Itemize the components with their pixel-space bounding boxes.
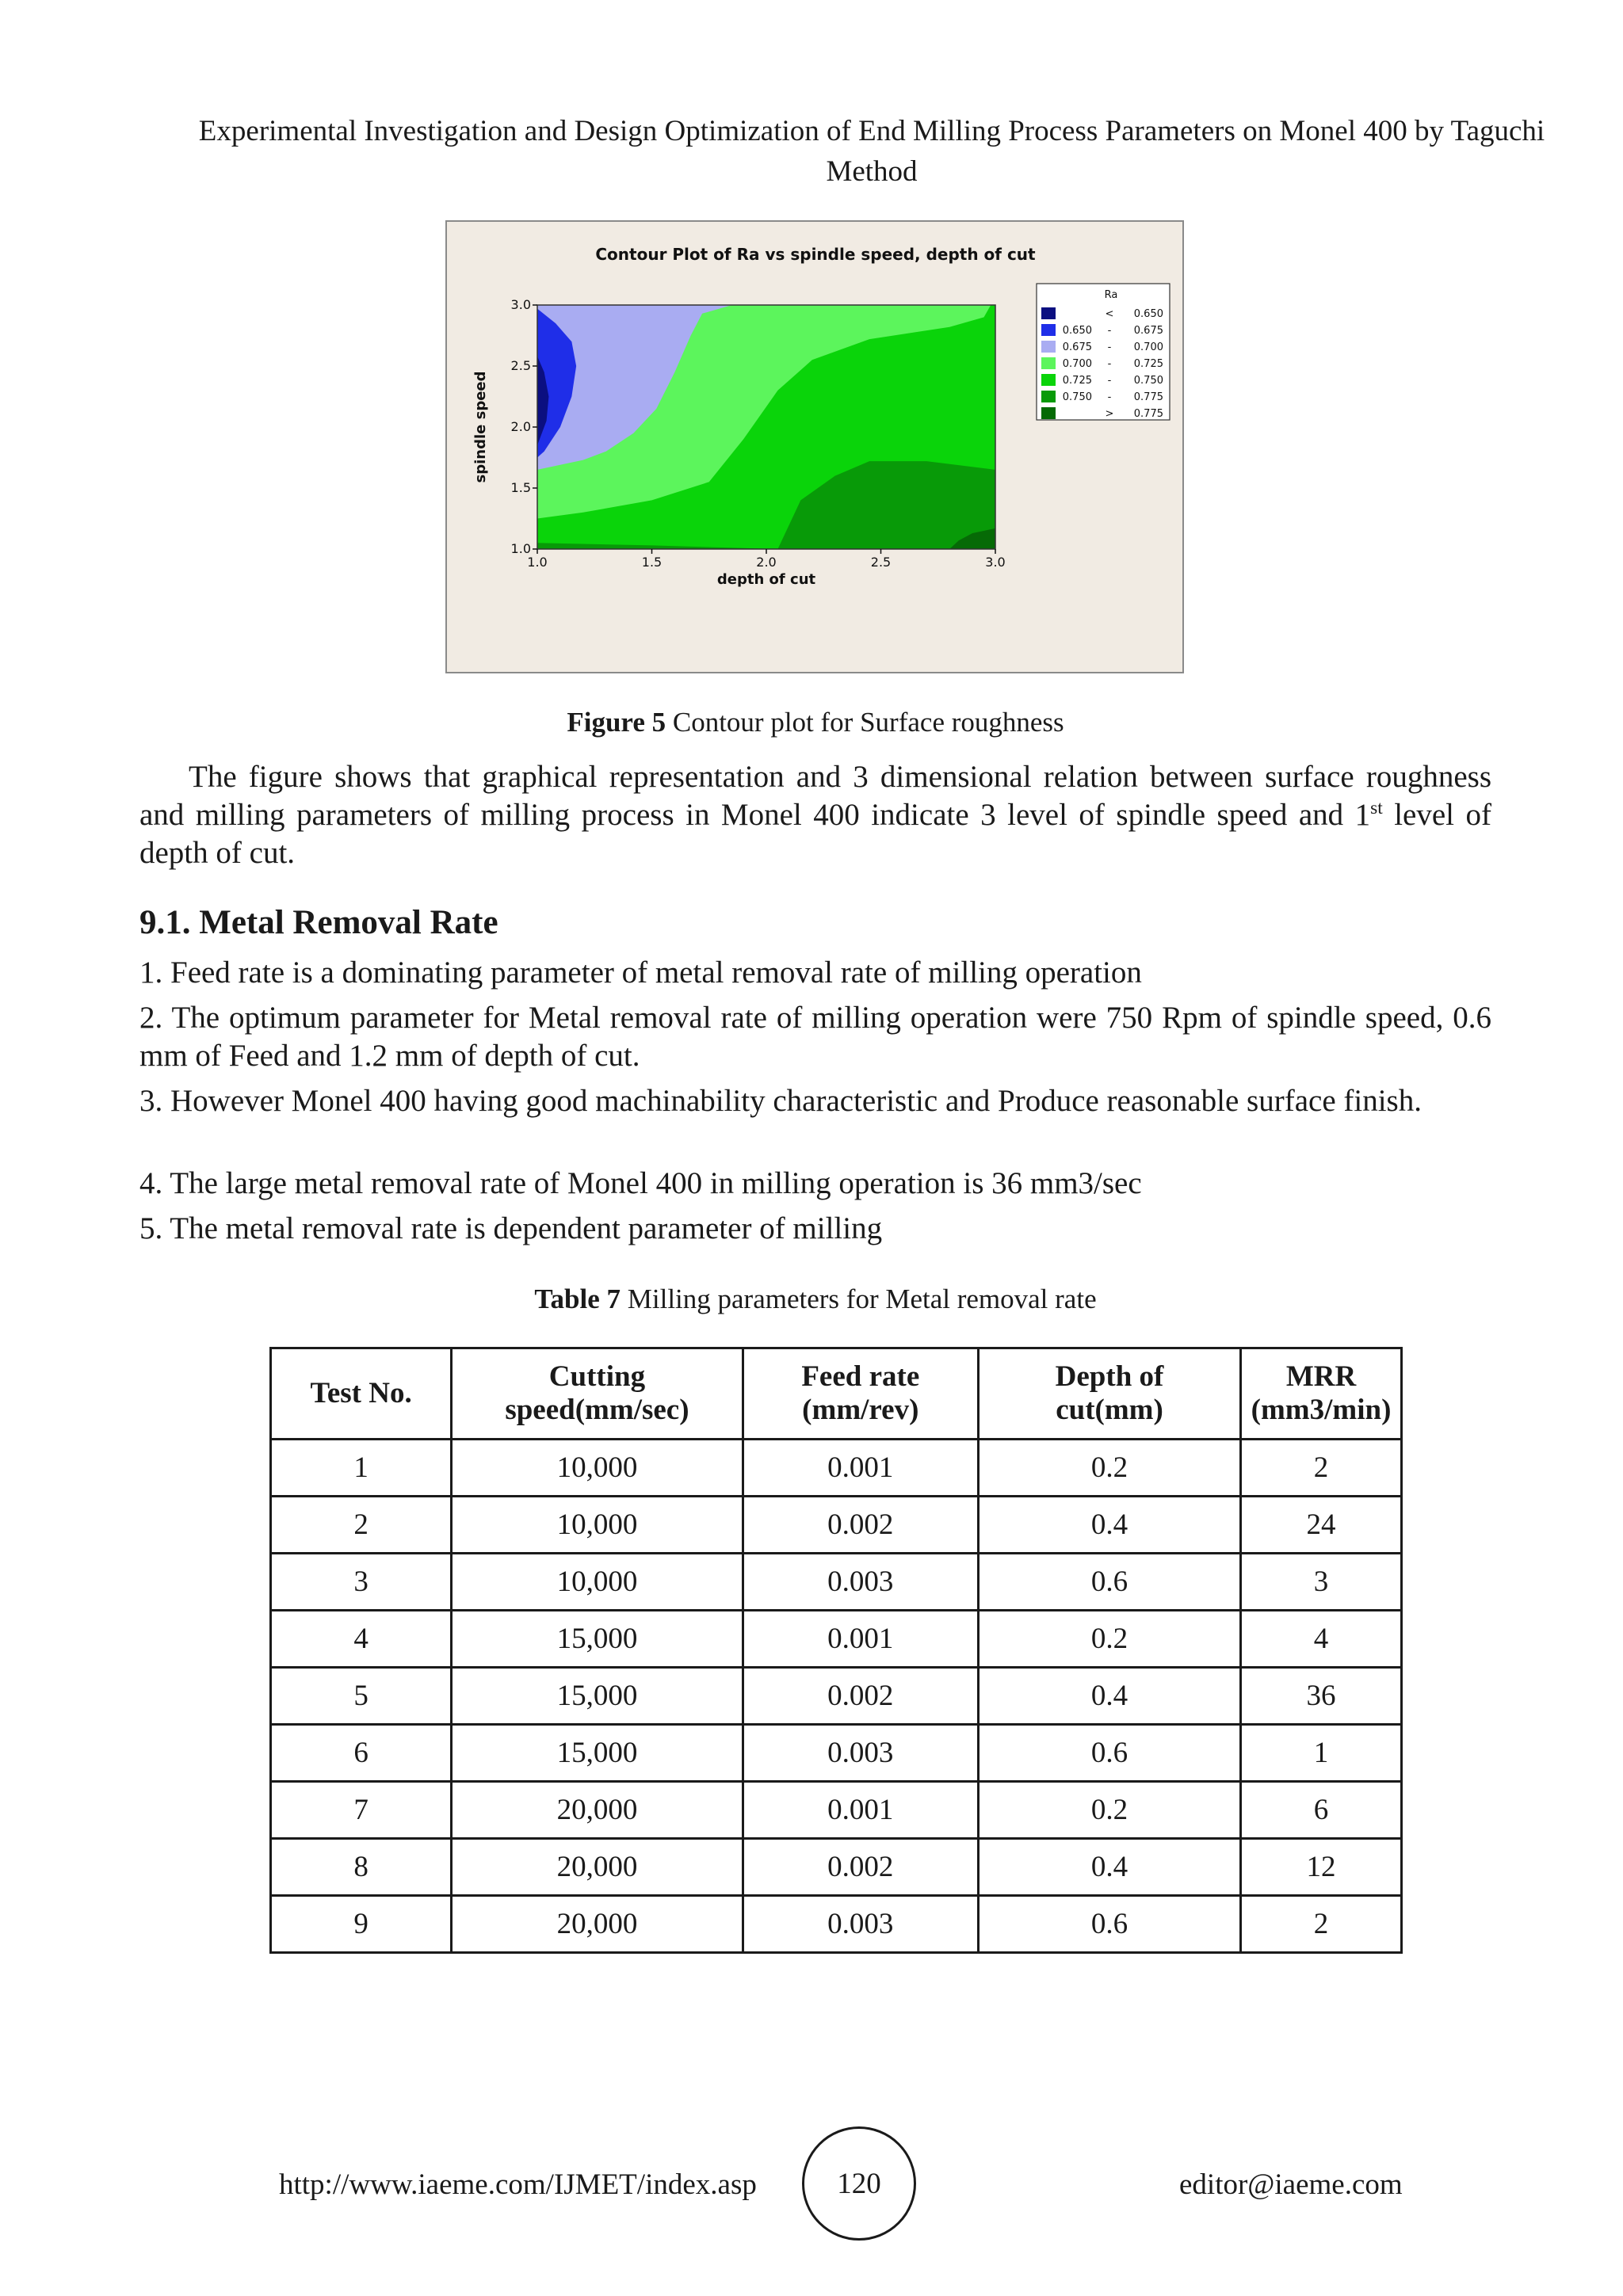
x-tick-label: 1.5 [641,555,663,570]
table-cell: 15,000 [452,1725,743,1782]
table-cell: 2 [1241,1440,1402,1497]
legend-swatch [1041,407,1056,419]
contour-figure [445,220,1184,673]
table-row [271,1668,1402,1725]
table-header-cell [452,1348,743,1440]
list-item: 4. The large metal removal rate of Monel 400 in milling operation is 36 mm3/sec [139,1166,1142,1200]
intro-paragraph [139,758,1491,872]
header-line: Depth of [1055,1360,1164,1393]
table-cell: 20,000 [452,1839,743,1896]
header-line: speed(mm/sec) [505,1394,689,1426]
table-cell: 7 [271,1782,452,1839]
list-item: 3. However Monel 400 having good machinability characteristic and Produce reasonable surface finish. [139,1084,1422,1118]
legend-high: 0.775 [1133,391,1163,403]
header-line: Cutting [548,1360,646,1393]
legend-high: 0.775 [1133,408,1163,420]
table-row [271,1554,1402,1611]
y-tick-label: 1.0 [510,541,531,556]
table-cell: 36 [1241,1668,1402,1725]
table-cell: 0.003 [743,1725,978,1782]
legend-low: 0.725 [1062,375,1092,387]
table-cell: 10,000 [452,1497,743,1554]
legend-swatch [1041,324,1056,336]
y-tick-label: 3.0 [510,297,531,312]
y-axis-label: spindle speed [472,371,489,483]
x-tick-label: 2.5 [870,555,892,570]
legend-low: 0.700 [1062,358,1092,370]
table-cell: 0.4 [978,1839,1240,1896]
legend-high: 0.725 [1133,358,1163,370]
table-row [271,1497,1402,1554]
y-tick-label: 2.5 [510,358,531,373]
legend-swatch [1041,307,1056,319]
table-row [271,1440,1402,1497]
legend-low: 0.750 [1062,391,1092,403]
table-cell: 0.2 [978,1440,1240,1497]
header-line: cut(mm) [1056,1394,1163,1426]
page-number [802,2126,916,2241]
table-header-cell [978,1348,1240,1440]
page-number-text: 120 [837,2167,881,2200]
table-cell: 0.002 [743,1839,978,1896]
legend-title: Ra [1104,289,1118,301]
table-cell: 0.4 [978,1668,1240,1725]
table-header-cell [743,1348,978,1440]
figure-caption [139,707,1491,738]
table-cell: 0.6 [978,1725,1240,1782]
table-cell: 8 [271,1839,452,1896]
legend-high: 0.700 [1133,341,1163,353]
section-heading: 9.1. Metal Removal Rate [139,904,498,941]
legend-low: 0.675 [1062,341,1092,353]
table-cell: 20,000 [452,1782,743,1839]
header-line: Feed rate [801,1360,920,1393]
table-row [271,1839,1402,1896]
x-tick-label: 2.0 [756,555,777,570]
y-tick-label: 1.5 [510,480,531,495]
table-caption-text: Milling parameters for Metal removal rate [627,1283,1097,1314]
table-row [271,1725,1402,1782]
legend-swatch [1041,391,1056,402]
intro-text: The figure shows that graphical representation and 3 dimensional relation between surface roughness and milling parameters of milling process in Monel 400 indicate 3 level of spindle speed and 1 [139,760,1491,832]
header-line: Test No. [310,1377,412,1409]
table-cell: 0.002 [743,1497,978,1554]
figure-caption-text: Contour plot for Surface roughness [672,707,1064,738]
table-row [271,1611,1402,1668]
legend-sep: > [1105,408,1114,420]
table-cell: 0.2 [978,1611,1240,1668]
table-cell: 0.001 [743,1782,978,1839]
running-head: Experimental Investigation and Design Optimization of End Milling Process Parameters on Monel 400 by Taguchi Method [198,115,1545,188]
legend-sep: - [1107,325,1112,337]
legend-sep: - [1107,375,1112,387]
header-line: (mm/rev) [802,1394,919,1426]
table-cell: 15,000 [452,1611,743,1668]
table-cell: 10,000 [452,1554,743,1611]
legend-sep: < [1105,308,1114,320]
intro-tail: level of depth of cut. [139,798,1491,870]
table-label: Table 7 [534,1283,621,1314]
table-cell: 4 [1241,1611,1402,1668]
table-cell: 1 [1241,1725,1402,1782]
table-cell: 0.003 [743,1554,978,1611]
list-item: 1. Feed rate is a dominating parameter of metal removal rate of milling operation [139,955,1142,990]
table-cell: 2 [271,1497,452,1554]
x-tick-label: 3.0 [985,555,1006,570]
legend-swatch [1041,357,1056,369]
table-cell: 0.003 [743,1896,978,1953]
table-caption [139,1283,1491,1315]
table-row [271,1896,1402,1953]
table-cell: 24 [1241,1497,1402,1554]
table-cell: 20,000 [452,1896,743,1953]
table-cell: 1 [271,1440,452,1497]
table-cell: 0.4 [978,1497,1240,1554]
table-cell: 3 [271,1554,452,1611]
table-cell: 2 [1241,1896,1402,1953]
y-tick-label: 2.0 [510,419,531,434]
table-header-row [271,1348,1402,1440]
legend-swatch [1041,374,1056,386]
figure-label: Figure 5 [567,707,666,738]
legend-sep: - [1107,358,1112,370]
table-cell: 6 [271,1725,452,1782]
table-cell: 0.001 [743,1440,978,1497]
table-cell: 4 [271,1611,452,1668]
table-cell: 12 [1241,1839,1402,1896]
header-line: MRR [1285,1360,1357,1393]
chart-title: Contour Plot of Ra vs spindle speed, depth of cut [595,245,1036,264]
table-cell: 0.002 [743,1668,978,1725]
legend-sep: - [1107,391,1112,403]
table-cell: 0.6 [978,1554,1240,1611]
legend-low: 0.650 [1062,325,1092,337]
intro-sup: st [1370,798,1383,818]
header-line: (mm3/min) [1251,1394,1392,1426]
table-cell: 15,000 [452,1668,743,1725]
contour-plot [447,222,1182,672]
legend-high: 0.650 [1133,308,1163,320]
x-tick-label: 1.0 [527,555,548,570]
table-header-cell [1241,1348,1402,1440]
table-cell: 0.001 [743,1611,978,1668]
mrr-table [269,1347,1403,1954]
table-cell: 0.6 [978,1896,1240,1953]
table-cell: 0.2 [978,1782,1240,1839]
legend-high: 0.675 [1133,325,1163,337]
table-cell: 9 [271,1896,452,1953]
legend-swatch [1041,341,1056,353]
table-cell: 3 [1241,1554,1402,1611]
list-item: 2. The optimum parameter for Metal removal rate of milling operation were 750 Rpm of spindle speed, 0.6 mm of Feed and 1.2 mm of depth of cut. [139,1001,1491,1073]
legend-sep: - [1107,341,1112,353]
list-item: 5. The metal removal rate is dependent parameter of milling [139,1211,883,1245]
table-header-cell [271,1348,452,1440]
table-cell: 6 [1241,1782,1402,1839]
x-axis-label: depth of cut [716,571,816,588]
table-row [271,1782,1402,1839]
footer-email[interactable]: editor@iaeme.com [1179,2168,1403,2201]
footer-url[interactable]: http://www.iaeme.com/IJMET/index.asp [279,2168,757,2201]
table-cell: 5 [271,1668,452,1725]
legend-high: 0.750 [1133,375,1163,387]
table-cell: 10,000 [452,1440,743,1497]
